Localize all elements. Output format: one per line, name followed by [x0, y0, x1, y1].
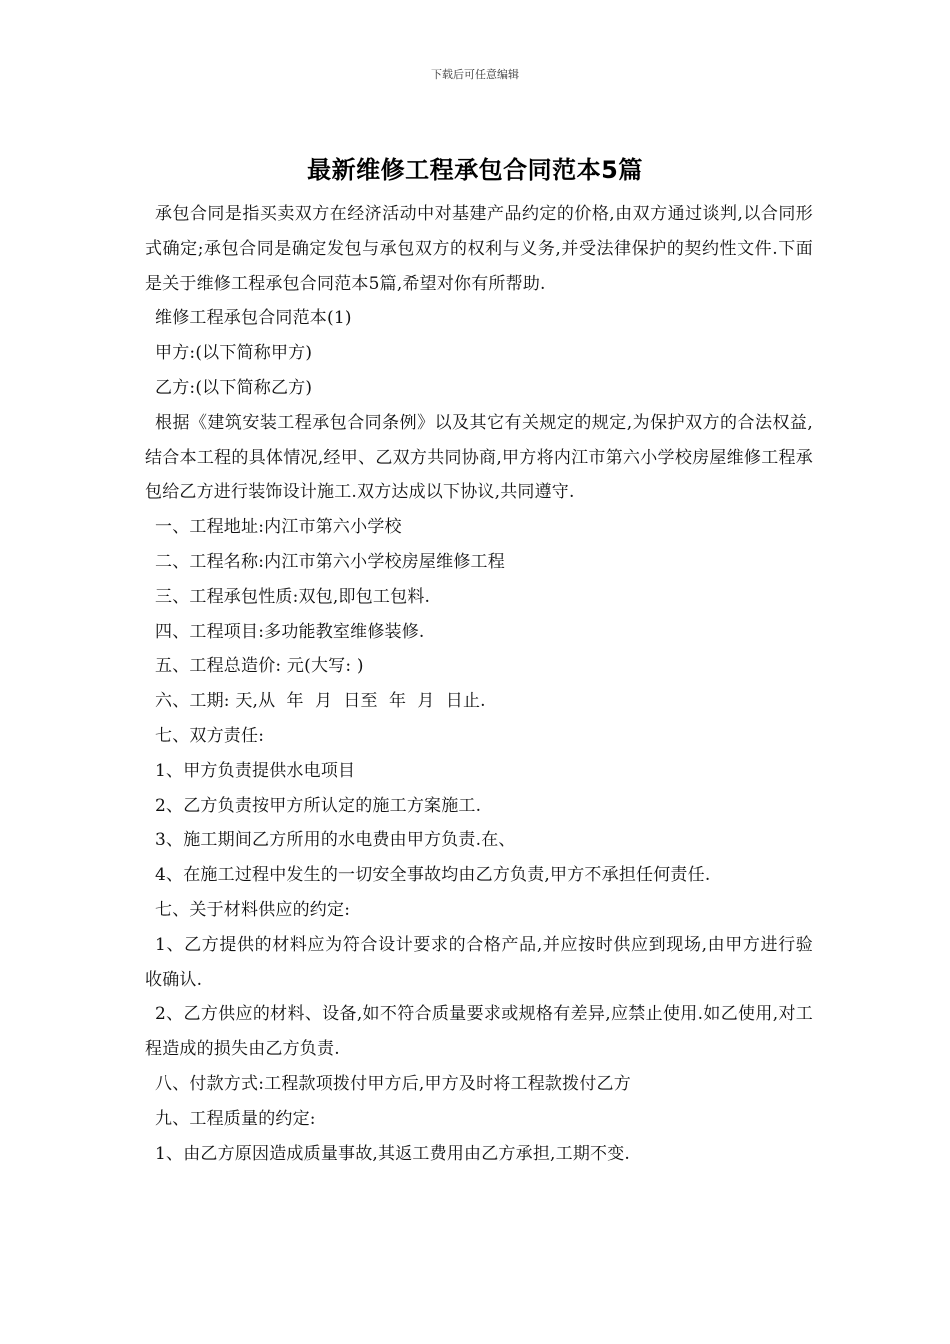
clause-project-items: 四、工程项目:多功能教室维修装修.: [155, 621, 425, 642]
clause-quality: 九、工程质量的约定:: [155, 1108, 316, 1129]
responsibility-item-3: 3、施工期间乙方所用的水电费由甲方负责.在、: [155, 830, 516, 851]
document-title: 最新维修工程承包合同范本5篇: [307, 156, 643, 184]
responsibility-item-2: 2、乙方负责按甲方所认定的施工方案施工.: [155, 795, 482, 816]
clause-responsibilities: 七、双方责任:: [155, 725, 265, 746]
clause-material-supply: 七、关于材料供应的约定:: [155, 899, 351, 920]
paragraph-party-b: 乙方:(以下简称乙方): [155, 377, 313, 398]
document-body: [145, 197, 813, 1171]
paragraph-basis: 根据《建筑安装工程承包合同条例》以及其它有关规定的规定,为保护双方的合法权益,结合本工程的具体情况,经甲、乙双方共同协商,甲方将内江市第六小学校房屋维修工程承包给乙方进行装饰设计施工.双方达成以下协议,共同遵守.: [145, 412, 813, 503]
responsibility-item-4: 4、在施工过程中发生的一切安全事故均由乙方负责,甲方不承担任何责任.: [155, 865, 711, 886]
material-item-2: 2、乙方供应的材料、设备,如不符合质量要求或规格有差异,应禁止使用.如乙使用,对工程造成的损失由乙方负责.: [145, 1004, 813, 1060]
paragraph-party-a: 甲方:(以下简称甲方): [155, 343, 313, 364]
material-item-1: 1、乙方提供的材料应为符合设计要求的合格产品,并应按时供应到现场,由甲方进行验收确认.: [145, 934, 813, 990]
clause-payment: 八、付款方式:工程款项拨付甲方后,甲方及时将工程款拨付乙方: [155, 1073, 631, 1094]
responsibility-item-1: 1、甲方负责提供水电项目: [155, 760, 356, 781]
clause-address: 一、工程地址:内江市第六小学校: [155, 517, 402, 538]
paragraph-intro: 承包合同是指买卖双方在经济活动中对基建产品约定的价格,由双方通过谈判,以合同形式确定;承包合同是确定发包与承包双方的权利与义务,并受法律保护的契约性文件.下面是关于维修工程承包合同范本5篇,希望对你有所帮助.: [145, 204, 813, 294]
header-note: 下载后可任意编辑: [431, 68, 519, 81]
quality-item-1: 1、由乙方原因造成质量事故,其返工费用由乙方承担,工期不变.: [155, 1143, 631, 1164]
paragraph-contract-heading: 维修工程承包合同范本(1): [155, 308, 352, 329]
clause-contract-nature: 三、工程承包性质:双包,即包工包料.: [155, 586, 431, 607]
clause-project-name: 二、工程名称:内江市第六小学校房屋维修工程: [155, 551, 505, 572]
clause-duration: 六、工期: 天,从 年 月 日至 年 月 日止.: [155, 691, 486, 712]
clause-total-price: 五、工程总造价: 元(大写: ): [155, 656, 364, 677]
